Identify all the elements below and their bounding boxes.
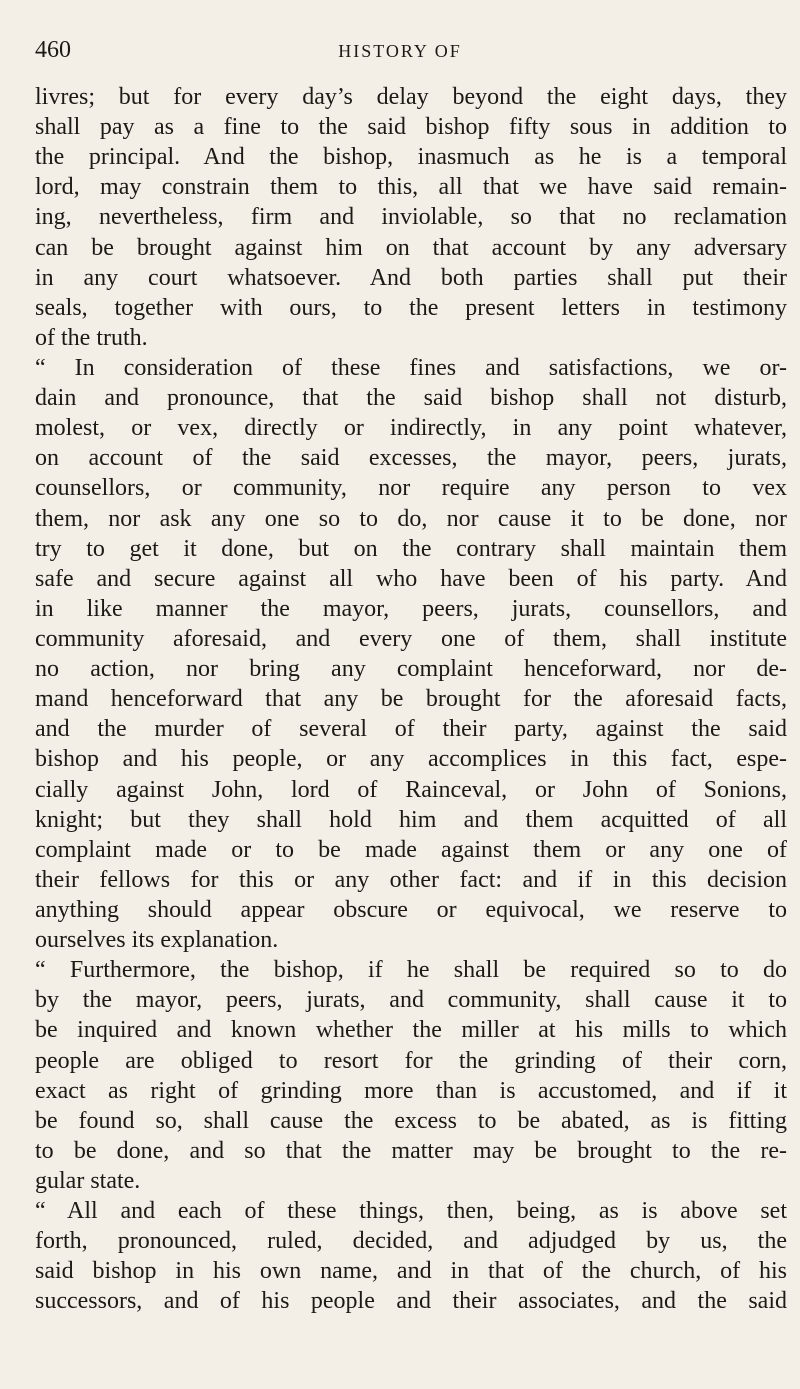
text-line: them, nor ask any one so to do, nor cause it to be done, nor (35, 505, 787, 532)
text-line: complaint made or to be made against them or any one of (35, 836, 787, 863)
text-line: seals, together with ours, to the present letters in testimony (35, 294, 787, 321)
text-line: livres; but for every day’s delay beyond the eight days, they (35, 84, 787, 110)
text-line: in any court whatsoever. And both parties shall put their (35, 264, 787, 291)
text-line: mand henceforward that any be brought for the aforesaid facts, (35, 686, 787, 713)
text-line: by the mayor, peers, jurats, and community, shall cause it to (35, 987, 787, 1014)
text-line: be inquired and known whether the miller at his mills to which (35, 1017, 787, 1044)
text-line: try to get it done, but on the contrary shall maintain them (35, 535, 787, 562)
text-line: bishop and his people, or any accomplices in this fact, espe- (35, 746, 787, 773)
text-line: “ In consideration of these fines and satisfactions, we or- (35, 354, 787, 381)
text-line: no action, nor bring any complaint henceforward, nor de- (35, 656, 787, 683)
text-line: knight; but they shall hold him and them acquitted of all (35, 806, 787, 833)
body-text (35, 82, 787, 1316)
text-line: “ All and each of these things, then, being, as is above set (35, 1198, 787, 1225)
page-number: 460 (35, 37, 71, 63)
text-line: be found so, shall cause the excess to be abated, as is fitting (35, 1107, 787, 1134)
text-line: successors, and of his people and their associates, and the said (35, 1288, 787, 1315)
text-line: ing, nevertheless, firm and inviolable, so that no reclamation (35, 204, 787, 231)
text-line: the principal. And the bishop, inasmuch as he is a temporal (35, 144, 787, 171)
text-line: can be brought against him on that account by any adversary (35, 234, 787, 261)
text-line: exact as right of grinding more than is accustomed, and if it (35, 1077, 787, 1104)
text-line: on account of the said excesses, the mayor, peers, jurats, (35, 445, 787, 472)
text-line: molest, or vex, directly or indirectly, in any point whatever, (35, 415, 787, 442)
text-line: dain and pronounce, that the said bishop shall not disturb, (35, 385, 787, 412)
text-line: in like manner the mayor, peers, jurats, counsellors, and (35, 595, 787, 622)
text-line: cially against John, lord of Rainceval, or John of Sonions, (35, 776, 787, 803)
text-line: lord, may constrain them to this, all that we have said remain- (35, 174, 787, 201)
text-line: of the truth. (35, 324, 148, 351)
text-line: gular state. (35, 1167, 141, 1194)
text-line: their fellows for this or any other fact: and if in this decision (35, 866, 787, 893)
text-line: to be done, and so that the matter may be brought to the re- (35, 1137, 787, 1164)
text-line: safe and secure against all who have been of his party. And (35, 565, 787, 592)
text-line: said bishop in his own name, and in that of the church, of his (35, 1258, 787, 1285)
text-line: “ Furthermore, the bishop, if he shall be required so to do (35, 957, 787, 984)
running-head: HISTORY OF (338, 41, 462, 61)
text-line: people are obliged to resort for the grinding of their corn, (35, 1047, 787, 1074)
text-line: ourselves its explanation. (35, 927, 279, 954)
text-line: anything should appear obscure or equivocal, we reserve to (35, 896, 787, 923)
text-line: forth, pronounced, ruled, decided, and adjudged by us, the (35, 1228, 787, 1255)
text-line: community aforesaid, and every one of them, shall institute (35, 625, 787, 652)
text-line: and the murder of several of their party, against the said (35, 716, 787, 743)
text-line: counsellors, or community, nor require any person to vex (35, 475, 787, 502)
text-line: shall pay as a fine to the said bishop fifty sous in addition to (35, 114, 787, 141)
